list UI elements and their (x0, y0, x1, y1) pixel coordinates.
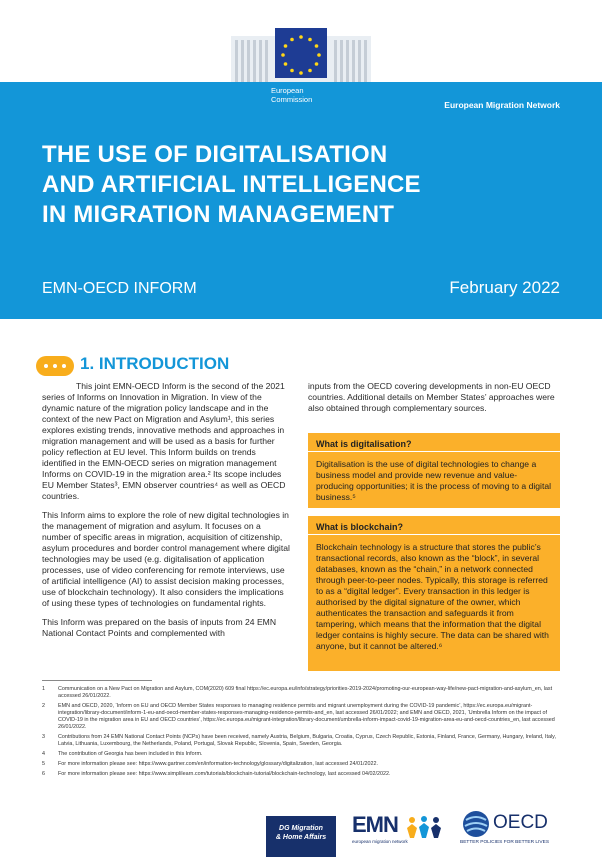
footnote-number: 6 (42, 771, 45, 777)
box-text: Blockchain technology is a structure that stores the public’s transactional records, also known as the “block”, in several databases, known as the “chain,” in a network connected through peer-to-peer nodes. Typically, this storage is referred to as a “digital ledger”. Every transaction in this ledger is authorised by the digital signature of the owner, which authenticates the transaction and safeguards it from tampering, which means that the information that the digital ledger contains is highly secure. The data can be shared with anyone, but it cannot be altered.⁶ (316, 542, 549, 651)
footnote (42, 761, 562, 768)
footnote-number: 4 (42, 751, 45, 757)
footnote-number: 3 (42, 734, 45, 740)
oecd-logo (460, 810, 570, 850)
footnote-number: 1 (42, 686, 45, 692)
title-line: THE USE OF DIGITALISATION (42, 141, 388, 168)
footnote (42, 686, 562, 700)
european-commission-logo (231, 28, 371, 82)
box-title: What is blockchain? (316, 522, 404, 532)
footnotes (42, 686, 562, 781)
dg-line-1: DG Migration (279, 825, 323, 832)
blockchain-box (308, 516, 560, 671)
emn-tagline: european migration network (352, 839, 408, 844)
header-white (0, 0, 602, 82)
commission-label (271, 86, 312, 104)
left-column (42, 381, 292, 647)
footnote (42, 751, 562, 758)
page-title (42, 140, 562, 230)
emn-wordmark: EMN (352, 812, 398, 837)
dg-migration-logo (266, 816, 336, 857)
oecd-wordmark: OECD (493, 812, 548, 833)
footnote-number: 2 (42, 703, 45, 709)
footnote (42, 734, 562, 748)
footnote (42, 703, 562, 731)
commission-building-icon (231, 28, 371, 82)
footnote-number: 5 (42, 761, 45, 767)
footnote-text[interactable]: Communication on a New Pact on Migration and Asylum, COM(2020) 609 final https://ec.europa.eu/info/strategy/priorities-2019-2024/promoting-our-european-way-life/new-pact-migration-and-asylum_en, last accessed 26/01/2022. (58, 686, 553, 699)
publication-date: February 2022 (449, 278, 560, 297)
oecd-tagline: BETTER POLICIES FOR BETTER LIVES (460, 840, 550, 845)
series-label: EMN-OECD INFORM (42, 280, 197, 297)
paragraph: This Inform aims to explore the role of new digital technologies in the management of migration and asylum. It focuses on a number of specific areas in migration, acquisition of citizenship, asylum procedures and border control management where digital technologies may be used (e.g. digitalisation of application processes, use of video conferencing for remote interviews, use of artificial intelligence (AI) to assist decision making processes, use of blockchain technology). It also considers the implications of using these types of technologies on fundamental rights. (42, 510, 290, 608)
footnote-text: The contribution of Georgia has been included in this Inform. (58, 751, 203, 757)
paragraph: This joint EMN-OECD Inform is the second of the 2021 series of Informs on Innovation in Migration. In view of the dynamic nature of the migration policy landscape and in the context of the new Pact on Migration and Asylum¹, this series explores existing trends, innovative methods and approaches in migration management and will be used as a basis for further policy reflection at EU level. This Inform builds on trends identified in the EMN-OECD series on migration management Informs on COVID-19 in the migration area.² Its scope includes EU Member States³, EMN observer countries⁴ as well as OECD countries. (42, 381, 286, 501)
paragraph: inputs from the OECD covering developments in non-EU OECD countries. Additional details on Member States’ approaches were also obtained through complementary sources. (308, 381, 555, 413)
emn-logo (352, 812, 452, 852)
footnote-text[interactable]: For more information please see: https://www.gartner.com/en/information-technology/glossary/digitalization, last accessed 24/01/2022. (58, 761, 379, 767)
footnote-text[interactable]: EMN and OECD, 2020, ‘Inform on EU and OECD Member States responses to managing residence permits and migrant unemployment during the COVID-19 pandemic’, https://ec.europa.eu/migrant-integration/library-document/inform-1-eu-and-oecd-member-states-responses-managing-residence-permits-and_en, last accessed 26/01/2022; and EMN and OECD, 2021, ‘Umbrella Inform on the impact of COVID-19 in the migration area in EU and OECD countries’, https://ec.europa.eu/migrant-integration/library-document/umbrella-inform-impact-covid-19-migration-area-eu-and-oecd-countries_en, last accessed 26/01/2022. (58, 703, 555, 730)
paragraph: This Inform was prepared on the basis of inputs from 24 EMN National Contact Points and complemented with (42, 617, 277, 638)
org-name-line-2: Commission (271, 95, 313, 104)
box-title: What is digitalisation? (316, 439, 412, 449)
title-line: IN MIGRATION MANAGEMENT (42, 201, 395, 228)
org-name-line-1: European (271, 86, 304, 95)
digitalisation-box (308, 433, 560, 508)
right-column (308, 381, 560, 422)
section-heading: 1. INTRODUCTION (80, 354, 230, 373)
oecd-globe-icon (462, 810, 490, 838)
emn-figures-icon (404, 814, 444, 840)
footnote (42, 771, 562, 778)
footnote-divider (42, 680, 152, 681)
network-label: European Migration Network (444, 100, 560, 110)
box-text: Digitalisation is the use of digital technologies to change a business model and provide new revenue and value-producing opportunities; it is the process of moving to a digital business.⁵ (316, 459, 552, 502)
footnote-text[interactable]: For more information please see: https://www.simplilearn.com/tutorials/blockchain-tutorial/blockchain-technology, last accessed 04/02/2022. (58, 771, 391, 777)
dg-line-2: & Home Affairs (275, 834, 327, 841)
section-dots-icon (36, 356, 74, 376)
title-line: AND ARTIFICIAL INTELLIGENCE (42, 171, 421, 198)
footnote-text: Contributions from 24 EMN National Contact Points (NCPs) have been received, namely Austria, Belgium, Bulgaria, Croatia, Cyprus, Czech Republic, Estonia, Finland, France, Germany, Hungary, Ireland, Italy, Latvia, Lithuania, Luxembourg, the Netherlands, Poland, Portugal, Slovak Republic, Slovenia, Spain, Sweden, Georgia. (58, 734, 556, 747)
